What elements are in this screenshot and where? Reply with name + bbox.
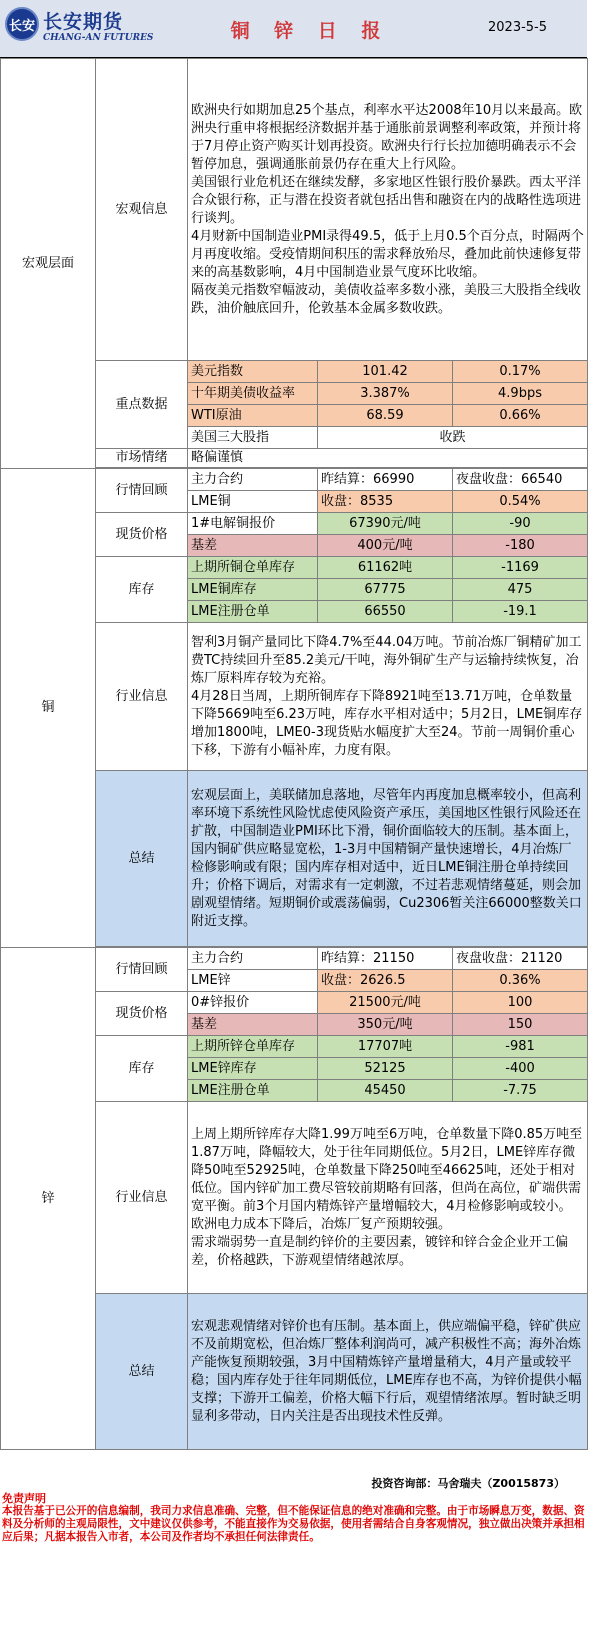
copper-industry-label: 行业信息 [96,623,188,771]
macro-info-paragraph: 4月财新中国制造业PMI录得49.5，低于上月0.5个百分点，时隔两个月再度收缩。受疫情期间积压的需求释放殆尽，叠加此前快速修复带来的高基数影响，4月中国制造业景气度环比收缩。 [191,228,584,280]
zinc-inv-value: 17707吨 [318,1036,453,1058]
zinc-industry-text [188,1102,588,1294]
copper-basis-change: -180 [453,535,588,557]
report-table [0,58,588,1450]
zinc-inv-name: 上期所锌仓单库存 [188,1036,318,1058]
copper-inv-value: 67775 [318,579,453,601]
zinc-main-contract: 主力合约 [188,948,318,970]
macro-info-paragraph: 美国银行业危机还在继续发酵，多家地区性银行股价暴跌。西太平洋合众银行称，正与潜在投资者就包括出售和融资在内的战略性选项进行谈判。 [191,174,582,226]
zinc-inventory-label: 库存 [96,1036,188,1102]
key-data-value: 101.42 [318,361,453,383]
zinc-inv-change: -7.75 [453,1080,588,1102]
key-data-change: 4.9bps [453,383,588,405]
zinc-prev-settle: 昨结算：21150 [318,948,453,970]
copper-review-label: 行情回顾 [96,469,188,513]
copper-inv-name: LME注册仓单 [188,601,318,623]
macro-info-paragraph: 欧洲央行如期加息25个基点，利率水平达2008年10月以来最高。欧洲央行重申将根据经济数据并基于通胀前景调整利率政策，并预计将于7月停止资产购买计划再投资。欧洲央行行长拉加德明确表示不会暂停加息，强调通胀前景仍存在重大上行风险。 [191,102,583,172]
copper-lme-change: 0.54% [453,491,588,513]
copper-inv-change: -19.1 [453,601,588,623]
zinc-summary-label: 总结 [96,1294,188,1450]
copper-spot-label: 现货价格 [96,513,188,557]
section-zinc: 锌 [1,948,96,1450]
section-copper: 铜 [1,469,96,948]
zinc-industry-paragraph: 需求端弱势一直是制约锌价的主要因素，镀锌和锌合金企业开工偏差，价格越跌，下游观望情绪越浓厚。 [191,1234,569,1268]
zinc-inv-value: 45450 [318,1080,453,1102]
stock-index-name: 美国三大股指 [188,427,318,449]
copper-industry-text [188,623,588,771]
zinc-inv-name: LME注册仓单 [188,1080,318,1102]
zinc-night-close: 夜盘收盘：21120 [453,948,588,970]
key-data-value: 3.387% [318,383,453,405]
zinc-basis-value: 350元/吨 [318,1014,453,1036]
copper-summary-text: 宏观层面上，美联储加息落地，尽管年内再度加息概率较小，但高利率环境下系统性风险忧虑使风险资产承压，美国地区性银行风险还在扩散，中国制造业PMI环比下滑，铜价面临较大的压制。基本面上，国内铜矿供应略显宽松，1-3月中国精铜产量快速增长，4月冶炼厂检修影响或有限；国内库存相对适中，近日LME铜注册仓单持续回升；价格下调后，对需求有一定刺激，不过若悲观情绪蔓延，则会加剧观望情绪。短期铜价或震荡偏弱，Cu2306暂关注66000整数关口附近支撑。 [188,771,588,947]
copper-inv-name: LME铜库存 [188,579,318,601]
copper-basis-value: 400元/吨 [318,535,453,557]
key-data-name: WTI原油 [188,405,318,427]
copper-industry-paragraph: 4月28日当周，上期所铜库存下降8921吨至13.71万吨，仓单数量下降5669吨至6.23万吨，库存水平相对适中；5月2日，LME铜库存增加1800吨，LME0-3现货贴水幅度扩大至24。节前一周铜价重心下移，下游有小幅补库，力度有限。 [191,688,583,758]
zinc-spot-change: 100 [453,992,588,1014]
copper-inv-value: 66550 [318,601,453,623]
report-title: 铜 锌 日 报 [230,20,390,42]
copper-summary-label: 总结 [96,771,188,947]
company-name-en: CHANG-AN FUTURES [43,33,154,43]
copper-lme-close: 收盘：8535 [318,491,453,513]
copper-inv-change: -1169 [453,557,588,579]
key-data-name: 十年期美债收益率 [188,383,318,405]
key-data-label: 重点数据 [96,361,188,449]
copper-basis-name: 基差 [188,535,318,557]
stock-index-value: 收跌 [318,427,588,449]
macro-info-label: 宏观信息 [96,59,188,361]
report-header [0,0,587,58]
zinc-basis-name: 基差 [188,1014,318,1036]
macro-info-text [188,59,588,361]
zinc-lme-name: LME锌 [188,970,318,992]
zinc-summary-text: 宏观悲观情绪对锌价也有压制。基本面上，供应端偏平稳，锌矿供应不及前期宽松，但冶炼厂整体利润尚可，减产积极性不高；海外冶炼产能恢复预期较强，3月中国精炼锌产量增量稍大，4月产量或较平稳；国内库存处于往年同期低位，LME库存也不高，为锌价提供小幅支撑；下游开工偏差，价格大幅下行后，观望情绪浓厚。暂时缺乏明显利多带动，日内关注是否出现技术性反弹。 [188,1294,588,1450]
zinc-inv-name: LME锌库存 [188,1058,318,1080]
zinc-spot-price: 21500元/吨 [318,992,453,1014]
copper-inv-value: 61162吨 [318,557,453,579]
zinc-review-label: 行情回顾 [96,948,188,992]
copper-industry-paragraph: 智利3月铜产量同比下降4.7%至44.04万吨。节前冶炼厂铜精矿加工费TC持续回升至85.2美元/干吨，海外铜矿生产与运输持续恢复，冶炼厂原料库存较为充裕。 [191,634,582,686]
copper-main-contract: 主力合约 [188,469,318,491]
copper-spot-change: -90 [453,513,588,535]
zinc-inv-change: -981 [453,1036,588,1058]
key-data-change: 0.66% [453,405,588,427]
company-name-cn: 长安期货 [43,11,124,33]
zinc-industry-label: 行业信息 [96,1102,188,1294]
copper-night-close: 夜盘收盘：66540 [453,469,588,491]
copper-spot-name: 1#电解铜报价 [188,513,318,535]
key-data-value: 68.59 [318,405,453,427]
sentiment-label: 市场情绪 [96,449,188,468]
disclaimer-text: 本报告基于已公开的信息编制，我司力求信息准确、完整，但不能保证信息的绝对准确和完整。由于市场瞬息万变，数据、资料及分析师的主观局限性，文中建议仅供参考，不能直接作为交易依据，使用者需结合自身客观情况，独立做出决策并承担相应后果；凡据本报告入市者，本公司及作者均不承担任何法律责任。 [2,1505,585,1543]
disclaimer [0,1492,587,1544]
sentiment-value: 略偏谨慎 [188,449,588,468]
key-data-change: 0.17% [453,361,588,383]
copper-lme-name: LME铜 [188,491,318,513]
zinc-inv-change: -400 [453,1058,588,1080]
zinc-basis-change: 150 [453,1014,588,1036]
zinc-inv-value: 52125 [318,1058,453,1080]
copper-inventory-label: 库存 [96,557,188,623]
zinc-lme-change: 0.36% [453,970,588,992]
company-logo-icon: 长安 [5,7,39,41]
zinc-lme-close: 收盘：2626.5 [318,970,453,992]
key-data-name: 美元指数 [188,361,318,383]
zinc-spot-label: 现货价格 [96,992,188,1036]
copper-inv-change: 475 [453,579,588,601]
macro-info-paragraph: 隔夜美元指数窄幅波动，美债收益率多数小涨，美股三大股指全线收跌，油价触底回升，伦敦基本金属多数收跌。 [191,282,582,316]
section-macro: 宏观层面 [1,59,96,469]
copper-inv-name: 上期所铜仓单库存 [188,557,318,579]
report-date: 2023-5-5 [488,20,548,35]
consultant-line: 投资咨询部：马舍瑞夫（Z0015873） [371,1477,565,1490]
zinc-spot-name: 0#锌报价 [188,992,318,1014]
copper-spot-price: 67390元/吨 [318,513,453,535]
zinc-industry-paragraph: 上周上期所锌库存大降1.99万吨至6万吨，仓单数量下降0.85万吨至1.87万吨，降幅较大，处于往年同期低位。5月2日，LME锌库存微降50吨至52925吨，仓单数量下降250吨至46625吨，还处于相对低位。国内锌矿加工费尽管较前期略有回落，但尚在高位，矿端供需宽平衡。前3个月国内精炼锌产量增幅较大，4月检修影响或较小。欧洲电力成本下降后，冶炼厂复产预期较强。 [191,1126,583,1232]
disclaimer-title: 免责声明 [2,1492,46,1505]
copper-prev-settle: 昨结算：66990 [318,469,453,491]
